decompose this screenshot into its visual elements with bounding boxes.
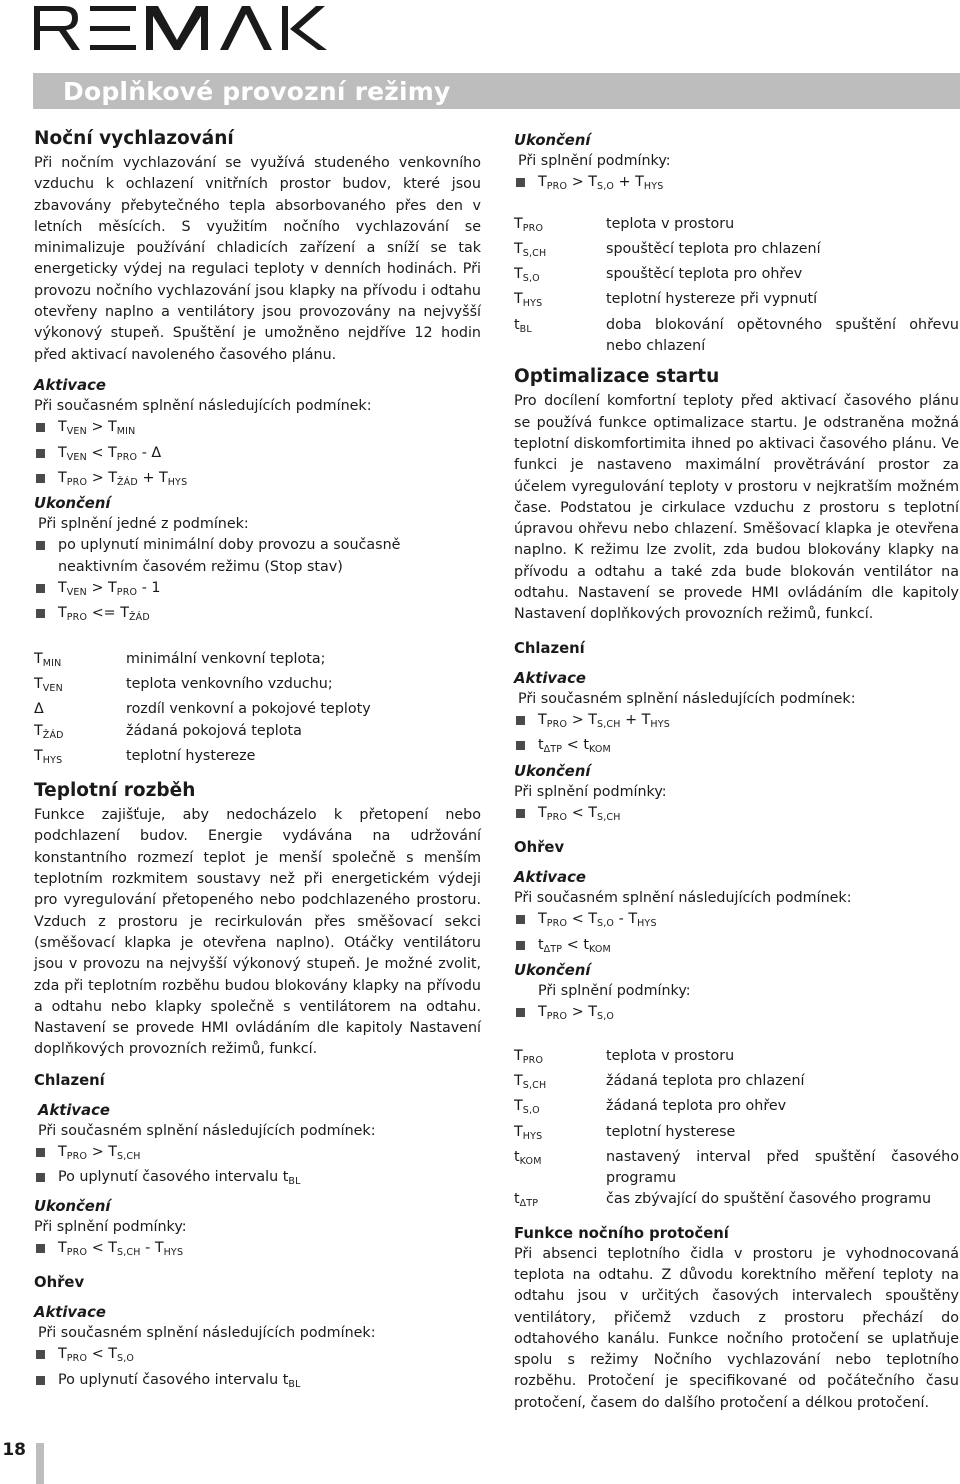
warmup-cooling-end-intro: Při splnění podmínky: [34,1218,187,1235]
condition-item: $t_{\Delta TP} < t_{KOM}$ [514,935,959,960]
definition-row: $T_{S,O}$ žádaná teplota pro ohřev [514,1098,787,1117]
right-column [514,130,959,1414]
opt-cooling-activation-intro: Při současném splnění následujících podmínek: [518,690,856,707]
warmup-cooling-activation-label: Aktivace [38,1101,110,1119]
night-cooling-text: Při nočním vychlazování se využívá studeného venkovního vzduchu k ochlazení vnitřních prostor budov, které jsou zbavovány přebytečného tepla absorbovaného přes den v letních měsících. S využitím nočního vychlazování se minimalizuje používání chladicích zařízení a sníží se tak energeticky výdej na regulaci teploty v denních hodinách. Při provozu nočního vychlazování jsou klapky na přívodu i odtahu otevřeny naplno a ventilátory jsou provozovány na nejvyšší výkonový stupeň. Spuštění je umožněno nejdříve 12 hodin před aktivací navoleného časového plánu. [34,155,481,363]
opt-heating-end-label: Ukončení [514,962,591,980]
definition-row: $T_{PRO}$ teplota v prostoru [514,215,735,234]
warmup-heading: Teplotní rozběh [34,780,196,802]
warmup-cooling-label: Chlazení [34,1071,105,1089]
opt-cooling-end-label: Ukončení [514,762,591,780]
page-title: Doplňkové provozní režimy [63,77,451,106]
warmup-cooling-activation-intro: Při současném splnění následujících podmínek: [38,1122,376,1139]
warmup-heating-activation-intro: Při současném splnění následujících podmínek: [38,1325,376,1342]
start-optimization-heading: Optimalizace startu [514,366,720,388]
opt-heating-label: Ohřev [514,839,565,857]
svg-text:REMAK: REMAK [34,4,38,5]
opt-heating-activation-intro: Při současném splnění následujících podmínek: [514,890,852,907]
definition-row: $T_{S,O}$ spouštěcí teplota pro ohřev [514,266,803,285]
definition-row: $t_{KOM}$ nastavený interval před spuštění časového programu [514,1148,959,1187]
opt-cooling-label: Chlazení [514,639,585,657]
definition-row: $T_{VEN}$ teplota venkovního vzduchu; [34,675,333,694]
definition-row: $T_{ŽÁD}$ žádaná pokojová teplota [34,722,302,741]
opt-definitions [514,1046,959,1215]
night-end-intro-cont: Při splnění podmínky: [518,153,671,169]
definition-row: $T_{HYS}$ teplotní hysterese [514,1123,736,1142]
opt-heating-end-intro: Při splnění podmínky: [538,983,691,1000]
night-end-intro: Při splnění jedné z podmínek: [38,516,249,533]
condition-item: $T_{VEN} < T_{PRO} - \Delta$ [34,443,481,468]
definition-row: $T_{PRO}$ teplota v prostoru [514,1047,735,1066]
night-cooling-heading: Noční vychlazování [34,128,234,149]
definition-row: $t_{BL}$ doba blokování opětovného spuštění ohřevu nebo chlazení [514,316,959,355]
definition-row: $T_{HYS}$ teplotní hystereze [34,747,256,766]
night-end-label: Ukončení [34,495,111,513]
footer-bar [36,1443,44,1484]
condition-item: $T_{PRO} > T_{S,CH} + T_{HYS}$ [514,710,959,735]
condition-item: $T_{VEN} > T_{MIN}$ [34,417,481,442]
condition-item: po uplynutí minimální doby provozu a současně neaktivním časovém režimu (Stop stav) [34,535,481,578]
definition-row: Δ rozdíl venkovní a pokojové teploty [34,701,371,718]
condition-item: Po uplynutí časového intervalu $t_{BL}$ [34,1167,481,1192]
definition-row: $T_{HYS}$ teplotní hystereze při vypnutí [514,291,818,310]
opt-heating-activation-label: Aktivace [514,869,586,887]
condition-item: $T_{PRO} > T_{ŽÁD} + T_{HYS}$ [34,468,481,493]
condition-item: $T_{PRO} < T_{S,O} - T_{HYS}$ [514,909,959,934]
definition-row: $t_{\Delta TP}$ čas zbývající do spuštění časového programu [514,1191,932,1210]
warmup-text: Funkce zajišťuje, aby nedocházelo k přetopení nebo podchlazení budov. Energie vydávána na udržování konstantního rozmezí teplot je menší společně s menším teplotním rozkmitem soustavy než při energetickém výdeji pro vyregulování přetopeného nebo podchlazeného prostoru. Vzduch z prostoru je recirkulován přes směšovací sekci (směšovací klapka je otevřena naplno). Otáčky ventilátoru jsou v provozu na nejvyšší výkonový stupeň. Je možné zvolit, zda při teplotním rozběhu budou blokovány klapky na přívodu a odtahu nebo klapky společně s ventilátorem na odtahu. Nastavení se provede HMI ovládáním dle kapitoly Nastavení doplňkových provozních režimů, funkcí. [34,807,481,1058]
condition-item: $T_{PRO} > T_{S,O}$ [514,1002,959,1027]
condition-item: $T_{VEN} > T_{PRO} - 1$ [34,578,481,603]
condition-item: $T_{PRO} < T_{S,CH}$ [514,803,959,828]
condition-item: $T_{PRO} > T_{S,CH}$ [34,1142,481,1167]
page-number: 18 [2,1440,26,1460]
warmup-heating-activation-label: Aktivace [34,1304,106,1322]
left-column [34,127,481,1395]
night-end-label-cont: Ukončení [514,132,591,149]
condition-item: $t_{\Delta TP} < t_{KOM}$ [514,735,959,760]
section-banner [33,73,960,109]
definition-row: $T_{S,CH}$ žádaná teplota pro chlazení [514,1072,805,1091]
start-optimization-text: Pro docílení komfortní teploty před aktivací časového plánu se používá funkce optimalizace startu. Je odstraněna možná teplotní diskomfortimita ihned po aktivaci časového plánu. Ve funkci je nastaveno maximální provětrávání prostor za účelem vyregulování teploty v prostoru v nejkratším možném čase. Podstatou je cirkulace vzduchu z prostoru s teplotní úpravou ohřevu nebo chlazení. Směšovací klapka je otevřena naplno. K režimu lze zvolit, zda budou blokovány klapky na přívodu a odtahu a také zda bude blokován ventilátor na odtahu. Nastavení se provede HMI ovládáním dle kapitoly Nastavení doplňkových provozních režimů, funkcí. [514,393,959,623]
condition-item: Po uplynutí časového intervalu $t_{BL}$ [34,1370,481,1395]
opt-cooling-activation-label: Aktivace [514,669,586,687]
condition-item: $T_{PRO} < T_{S,O}$ [34,1344,481,1369]
definition-row: $T_{S,CH}$ spouštěcí teplota pro chlazení [514,240,821,259]
night-rotation-heading: Funkce nočního protočení [514,1224,729,1242]
night-activation-intro: Při současném splnění následujících podmínek: [34,397,372,414]
warmup-heating-label: Ohřev [34,1274,85,1292]
definition-row: $T_{MIN}$ minimální venkovní teplota; [34,650,326,669]
remak-logo [34,4,334,52]
night-definitions [34,649,481,771]
night-definitions-cont [514,214,959,358]
condition-item: $T_{PRO} <= T_{ŽÁD}$ [34,603,481,628]
condition-item: $T_{PRO} > T_{S,O} + T_{HYS}$ [514,172,959,197]
condition-item: $T_{PRO} < T_{S,CH} - T_{HYS}$ [34,1238,481,1263]
warmup-cooling-end-label: Ukončení [34,1197,111,1215]
night-rotation-text: Při absenci teplotního čidla v prostoru je vyhodnocovaná teplota na odtahu. Z důvodu korektního měření teploty na odtahu jsou v určitých časových intervalech spouštěny ventilátory, přičemž vzduch z prostoru přechází do odtahového kanálu. Funkce nočního protočení se uplatňuje spolu s režimy Nočního vychlazování nebo teplotního rozběhu. Protočení je specifikované od počátečního času protočení, časem do dalšího protočení a délkou protočení. [514,1245,959,1411]
opt-cooling-end-intro: Při splnění podmínky: [514,783,667,800]
night-activation-label: Aktivace [34,376,106,394]
